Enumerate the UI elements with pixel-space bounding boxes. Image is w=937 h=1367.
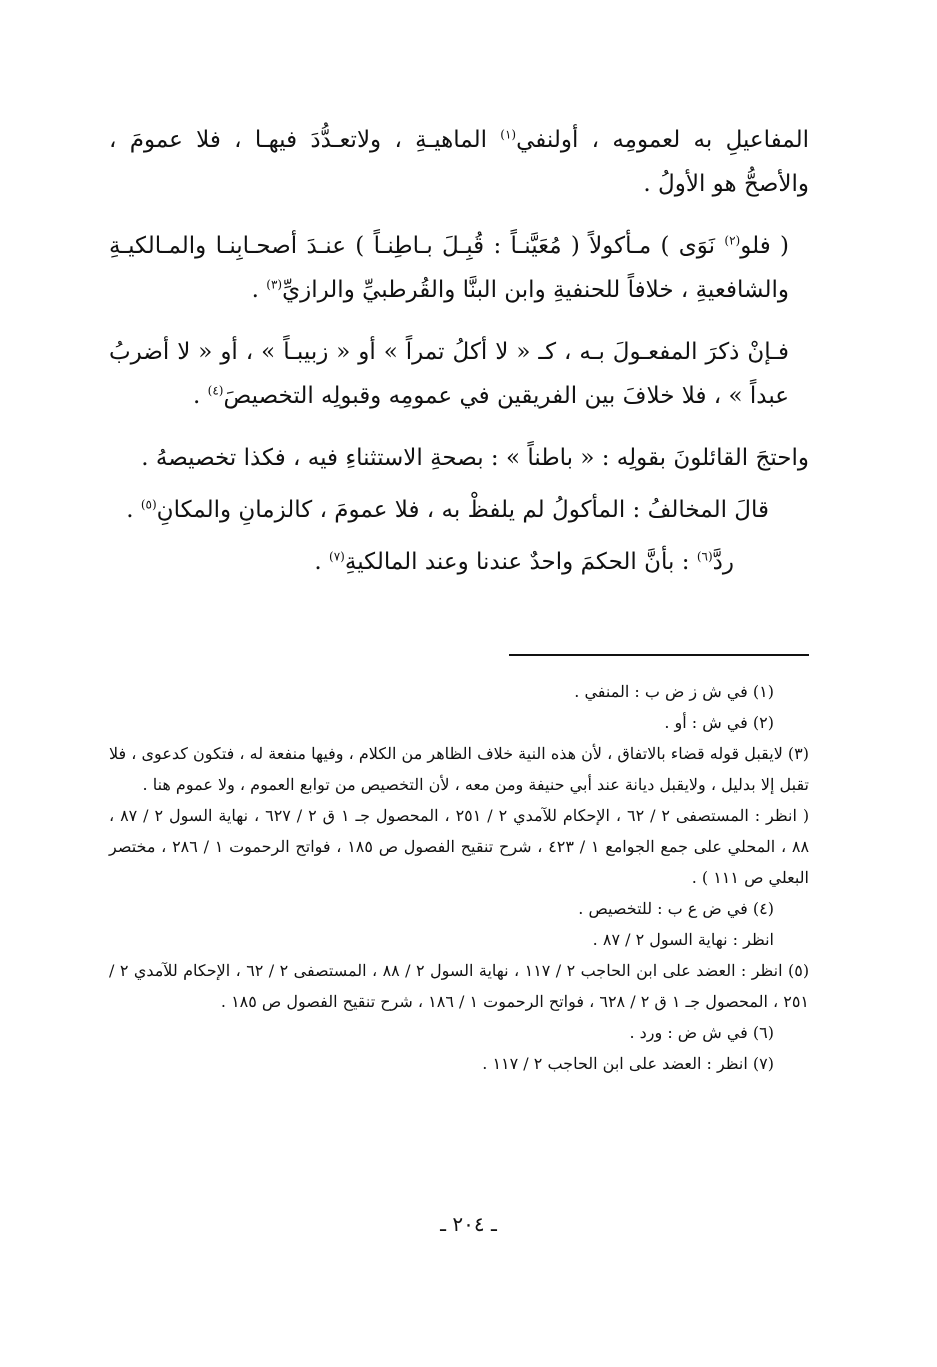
footnote-ref-5[interactable]: (٥) [140,497,157,512]
paragraph-2-text-c: . [251,277,267,303]
footnote-ref-3[interactable]: (٣) [266,277,283,292]
paragraph-6 [109,540,809,584]
footnote-7: (٧) انظر : العضد على ابن الحاجب ٢ / ١١٧ . [482,1054,774,1073]
paragraph-3-text-a: فـإنْ ذكرَ المفعـولَ بـه ، كـ « لا أكلُ تمراً » أو « زبيبـاً » ، أو « لا أضربُ عبداً » ، فلا خلافَ بين الفريقين في عمومِه وقبولِه التخصيصَ [109,339,789,409]
paragraph-2-text-a: ( فلو [740,233,789,259]
footnote-ref-6[interactable]: (٦) [696,549,713,564]
main-text [109,118,809,602]
footnote-2: (٢) في ش : أو . [664,713,774,732]
page-number: ـ ٢٠٤ ـ [440,1212,497,1236]
paragraph-1 [109,118,809,206]
paragraph-2-text-b: نَوَى ) مـأكولاً ( مُعَيَّنـاً : قُبِـلَ بـاطِنـاً ) عنـدَ أصحـابِنـا والمـالكيـةِ والشافعيةِ ، خلافاً للحنفيةِ وابن البنَّا والقُرطبيِّ والرازيِّ [109,233,789,303]
paragraph-6-text-b: : بأنَّ الحكمَ واحدٌ عندنا وعند المالكيةِ [344,549,697,575]
paragraph-4-text: واحتجَ القائلونَ بقولِه : « باطناً » : بصحةِ الاستثناءِ فيه ، فكذا تخصيصهُ . [141,445,809,471]
paragraph-5-text-a: قالَ المخالفُ : المأكولُ لم يلفظْ به ، فلا عمومَ ، كالزمانِ والمكانِ [156,497,769,523]
paragraph-5-text-b: . [126,497,141,523]
footnote-ref-4[interactable]: (٤) [207,383,224,398]
footnote-6: (٦) في ش ض : ورد . [629,1023,774,1042]
footnote-3: (٣) لايقبل قوله قضاء بالاتفاق ، لأن هذه النية خلاف الظاهر من الكلام ، وفيها منفعة له ، فتكون كدعوى ، فلا تقبل إلا بدليل ، ولايقبل ديانة عند أبي حنيفة ومن معه ، لأن التخصيص من توابع العموم ، ولا عموم هنا . [109,744,809,794]
footnote-4: (٤) في ض ع ب : للتخصيص . [578,899,774,918]
paragraph-1-text: المفاعيلِ به لعمومِه ، أولنفي [516,127,809,153]
footnote-4-references: انظر : نهاية السول ٢ / ٨٧ . [592,930,774,949]
footnote-5: (٥) انظر : العضد على ابن الحاجب ٢ / ١١٧ ، نهاية السول ٢ / ٨٨ ، المستصفى ٢ / ٦٢ ، الإحكام للآمدي ٢ / ٢٥١ ، المحصول جـ ١ ق ٢ / ٦٢٨ ، فواتح الرحموت ١ / ١٨٦ ، شرح تنقيح الفصول ص ١٨٥ . [109,961,810,1011]
paragraph-6-text-c: . [314,549,330,575]
footnote-ref-7[interactable]: (٧) [329,549,345,564]
footnote-1: (١) في ش ز ض ب : المنفي . [574,682,774,701]
footnote-3-references: ( انظر : المستصفى ٢ / ٦٢ ، الإحكام للآمدي ٢ / ٢٥١ ، المحصول جـ ١ ق ٢ / ٦٢٧ ، نهاية السول ٢ / ٨٧ ، ٨٨ ، المحلي على جمع الجوامع ١ / ٤٢٣ ، شرح تنقيح الفصول ص ١٨٥ ، فواتح الرحموت ١ / ٢٨٦ ، مختصر البعلي ص ١١١ ) . [109,806,810,887]
footnotes-section [109,676,809,1079]
paragraph-5 [109,488,809,532]
paragraph-1-text-rest: الماهيـةِ ، ولاتعـدُّدَ فيهـا ، فلا عمومَ ، والأصحُّ هو الأولُ . [109,127,809,197]
footnote-separator [509,654,809,656]
paragraph-6-text-a: ردَّ [712,549,734,575]
paragraph-3 [109,330,809,418]
paragraph-3-text-b: . [193,383,208,409]
paragraph-4 [109,436,809,480]
paragraph-2 [109,224,809,312]
footnote-ref-1[interactable]: (١) [500,127,517,142]
footnote-ref-2[interactable]: (٢) [724,233,741,248]
